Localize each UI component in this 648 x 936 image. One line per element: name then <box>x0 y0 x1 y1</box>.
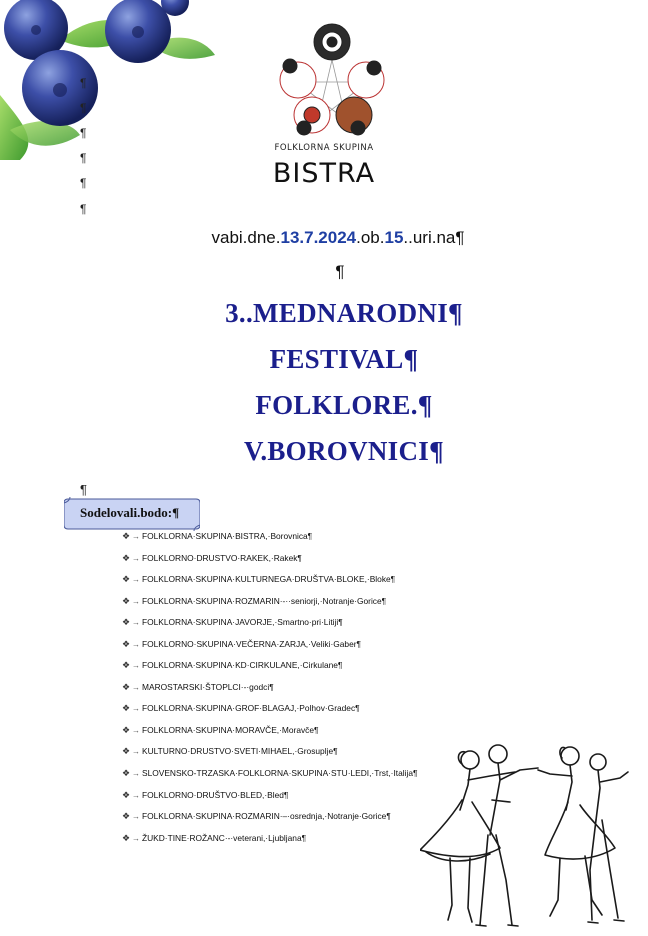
list-item: ❖ → FOLKLORNA·SKUPINA·JAVORJE,·Smartno·pri·Litiji¶ <box>122 614 418 636</box>
tab-arrow-icon: → <box>132 833 140 843</box>
tab-arrow-icon: → <box>132 704 140 714</box>
paragraph-mark: ¶ <box>80 126 87 140</box>
logo-subtitle: FOLKLORNA SKUPINA <box>274 143 374 153</box>
tab-arrow-icon: → <box>132 618 140 628</box>
list-item: ❖ → FOLKLORNA·SKUPINA·KULTURNEGA·DRUŠTVA·BLOKE,·Bloke¶ <box>122 571 418 593</box>
list-item: ❖ → FOLKLORNA·SKUPINA·BISTRA,·Borovnica¶ <box>122 528 418 550</box>
festival-title-line-1: 3..MEDNARODNI¶ <box>225 298 463 328</box>
festival-title-line-4: V.BOROVNICI¶ <box>244 436 444 466</box>
tab-arrow-icon: → <box>132 639 140 649</box>
tab-arrow-icon: → <box>132 661 140 671</box>
participants-list <box>122 528 418 851</box>
invitation-suffix: ..uri.na¶ <box>403 228 465 247</box>
list-item: ❖ → FOLKLORNA·SKUPINA·GROF·BLAGAJ,·Polhov·Gradec¶ <box>122 700 418 722</box>
tab-arrow-icon: → <box>132 769 140 779</box>
list-item: ❖ → FOLKLORNA·SKUPINA·ROZMARIN·-··seniorji,·Notranje·Gorice¶ <box>122 593 418 615</box>
list-item: ❖ → FOLKLORNA·SKUPINA·KD·CIRKULANE,·Cirkulane¶ <box>122 657 418 679</box>
list-item: ❖ → FOLKLORNO·DRUŠTVO·BLED,·Bled¶ <box>122 787 418 809</box>
list-item: ❖ → KULTURNO·DRUSTVO·SVETI·MIHAEL,·Grosuplje¶ <box>122 743 418 765</box>
event-date: 13.7.2024 <box>280 228 357 247</box>
tab-arrow-icon: → <box>132 725 140 735</box>
paragraph-mark: ¶ <box>80 482 87 497</box>
diamond-bullet-icon: ❖ <box>122 724 131 735</box>
festival-title-line-3: FOLKLORE.¶ <box>255 390 433 420</box>
list-item: ❖ → FOLKLORNO·SKUPINA·VEČERNA·ZARJA,·Veliki·Gaber¶ <box>122 636 418 658</box>
tab-arrow-icon: → <box>132 790 140 800</box>
blueberries-image <box>0 0 220 160</box>
paragraph-mark: ¶ <box>80 101 87 115</box>
event-hour: 15 <box>384 228 404 247</box>
festival-title-line-2: FESTIVAL¶ <box>269 344 419 374</box>
tab-arrow-icon: → <box>132 812 140 822</box>
diamond-bullet-icon: ❖ <box>122 531 131 541</box>
diamond-bullet-icon: ❖ <box>122 681 131 692</box>
tab-arrow-icon: → <box>132 575 140 585</box>
list-item: ❖ → SLOVENSKO-TRZASKA·FOLKLORNA·SKUPINA·STU·LEDI,·Trst,·Italija¶ <box>122 765 418 787</box>
tab-arrow-icon: → <box>132 532 140 541</box>
list-item: ❖ → MAROSTARSKI·ŠTOPLCI·-·godci¶ <box>122 679 418 701</box>
invitation-prefix: vabi.dne. <box>211 228 281 247</box>
invitation-middle: .ob. <box>356 228 385 247</box>
diamond-bullet-icon: ❖ <box>122 638 131 649</box>
paragraph-mark: ¶ <box>80 151 87 165</box>
logo-name: BISTRA <box>272 158 376 189</box>
paragraph-mark: ¶ <box>80 76 87 90</box>
diamond-bullet-icon: ❖ <box>122 703 131 714</box>
list-item: ❖ → FOLKLORNA·SKUPINA·MORAVČE,·Moravče¶ <box>122 722 418 744</box>
list-item: ❖ → ŽUKD·TINE·ROŽANC·-·veterani,·Ljubljana¶ <box>122 830 418 852</box>
diamond-bullet-icon: ❖ <box>122 789 131 800</box>
diamond-bullet-icon: ❖ <box>122 552 131 563</box>
diamond-bullet-icon: ❖ <box>122 617 131 628</box>
list-item: ❖ → FOLKLORNA·SKUPINA·ROZMARIN·–·osrednja,·Notranje·Gorice¶ <box>122 808 418 830</box>
diamond-bullet-icon: ❖ <box>122 595 131 606</box>
tab-arrow-icon: → <box>132 553 140 563</box>
folklore-logo-icon <box>278 20 386 140</box>
diamond-bullet-icon: ❖ <box>122 660 131 671</box>
diamond-bullet-icon: ❖ <box>122 574 131 585</box>
diamond-bullet-icon: ❖ <box>122 811 131 822</box>
participants-heading: Sodelovali.bodo:¶ <box>80 505 180 520</box>
paragraph-mark: ¶ <box>80 176 87 190</box>
paragraph-mark: ¶ <box>335 262 345 281</box>
invitation-line <box>0 228 648 248</box>
diamond-bullet-icon: ❖ <box>122 768 131 779</box>
tab-arrow-icon: → <box>132 596 140 606</box>
dancing-couple-image <box>420 740 640 930</box>
diamond-bullet-icon: ❖ <box>122 746 131 757</box>
tab-arrow-icon: → <box>132 747 140 757</box>
diamond-bullet-icon: ❖ <box>122 832 131 843</box>
list-item: ❖ → FOLKLORNO·DRUSTVO·RAKEK,·Rakek¶ <box>122 550 418 572</box>
tab-arrow-icon: → <box>132 682 140 692</box>
paragraph-mark: ¶ <box>80 202 87 216</box>
